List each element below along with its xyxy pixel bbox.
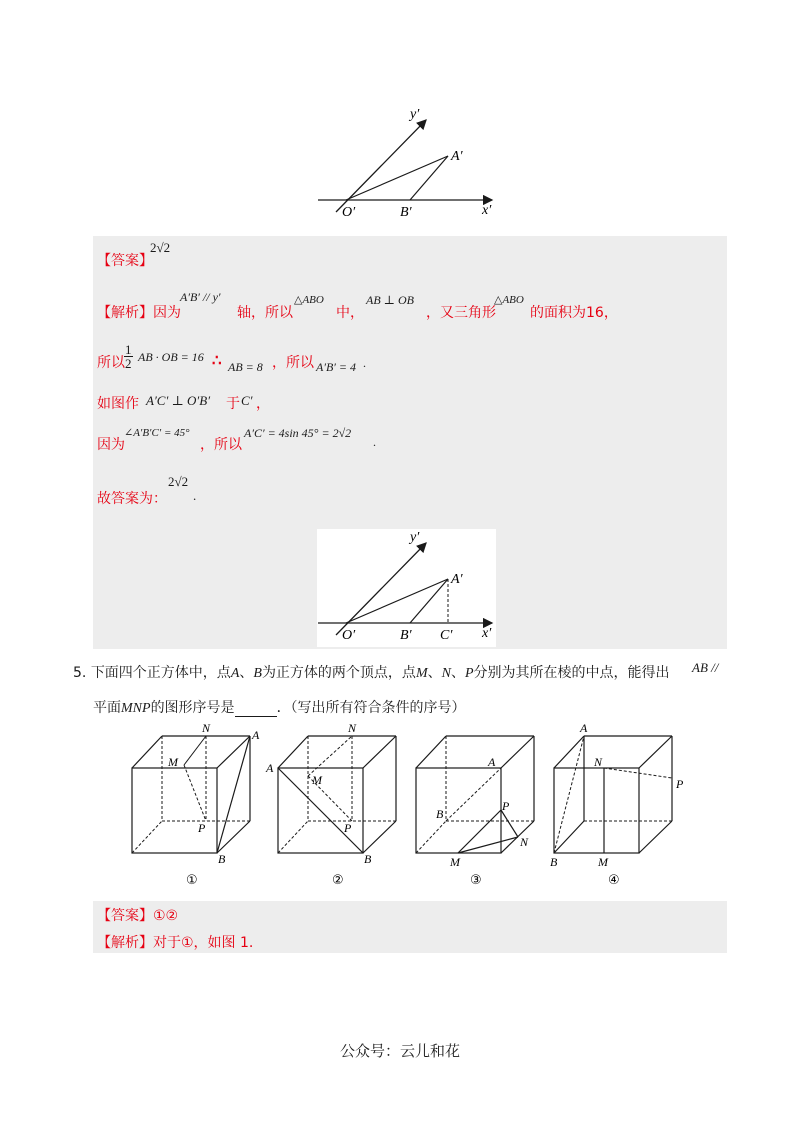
question-5-line-1: 5. 下面四个正方体中，点A、B为正方体的两个顶点，点M、N、P分别为其所在棱的中点，能得出 [73, 665, 670, 681]
svg-text:A: A [266, 761, 274, 775]
analysis-line-2: 所以 [97, 355, 125, 371]
svg-text:P: P [198, 821, 206, 835]
answer-5-line [97, 905, 178, 925]
math-area-eq: AB · OB = 16 [138, 350, 204, 364]
cube-2 [265, 721, 396, 888]
therefore-sign: ∴ [212, 351, 222, 369]
svg-text:N: N [594, 755, 603, 769]
answer-value: 2√2 [150, 240, 171, 255]
question-number: 5. [73, 665, 87, 681]
y-label: y′ [410, 530, 420, 545]
svg-text:P: P [344, 821, 352, 835]
answer-tag: 【答案】 [97, 253, 153, 269]
final-answer-value: 2√2 [168, 474, 189, 489]
math-ab-parallel-q5: AB // [692, 660, 719, 675]
segment-oa [346, 579, 448, 623]
svg-text:P: P [502, 799, 510, 813]
analysis-line-4: 因为 [97, 437, 125, 453]
cube-3 [416, 736, 534, 888]
svg-text:M: M [598, 855, 608, 869]
svg-text:B: B [364, 852, 372, 866]
svg-text:B: B [436, 807, 444, 821]
analysis-line-3: 如图作 [97, 396, 139, 412]
footer-text: 公众号：云儿和花 [339, 1042, 460, 1060]
svg-text:B: B [550, 855, 558, 869]
segment-ab [410, 579, 448, 623]
answer-5-tag: 【答案】 [97, 908, 153, 924]
analysis-5-line [97, 932, 253, 952]
b-label: B′ [400, 628, 412, 643]
a-label: A′ [451, 572, 463, 587]
cube-1 [132, 721, 260, 888]
analysis-5-text: 对于①，如图 1. [153, 935, 254, 951]
cube-1-caption: ① [186, 873, 198, 888]
question-5-line-2: 平面MNP的图形序号是 ．（写出所有符合条件的序号） [93, 700, 466, 716]
math-angle-45: ∠A′B′C′ = 45° [124, 427, 190, 439]
x-label: x′ [482, 203, 492, 218]
svg-text:N: N [520, 835, 529, 849]
svg-text:M: M [450, 855, 460, 869]
math-ab-eq-8: AB = 8 [228, 360, 263, 374]
c-label: C′ [440, 628, 453, 643]
svg-text:N: N [202, 721, 211, 735]
svg-text:N: N [348, 721, 357, 735]
svg-text:A: A [580, 721, 588, 735]
answer-blank[interactable] [235, 702, 277, 717]
math-ab-perp-ob: AB ⊥ OB [366, 293, 414, 307]
analysis-tag: 【解析】 [97, 305, 153, 321]
svg-text:A: A [488, 755, 496, 769]
math-triangle-abo: △ABO [294, 294, 324, 306]
cube-4-caption: ④ [608, 873, 620, 888]
cube-3-caption: ③ [470, 873, 482, 888]
fraction-half: $\frac{1}{2}$ [125, 342, 132, 371]
answer-line [97, 250, 153, 270]
svg-text:P: P [676, 777, 684, 791]
analysis-line-5: 故答案为： [97, 491, 167, 507]
cube-4 [550, 721, 684, 888]
analysis-5-tag: 【解析】 [97, 935, 153, 951]
figure-oblique-axes-1 [310, 100, 510, 225]
figure-oblique-axes-2 [310, 525, 510, 649]
segment-oa [346, 156, 448, 200]
o-label: O′ [342, 628, 356, 643]
svg-text:A: A [252, 728, 260, 742]
math-ab-parallel: A′B′ // y′ [180, 290, 221, 304]
svg-text:M: M [168, 755, 178, 769]
o-label: O′ [342, 205, 356, 220]
svg-text:M: M [312, 773, 322, 787]
cube-figures [120, 718, 720, 888]
b-label: B′ [400, 205, 412, 220]
analysis-line-1: 【解析】因为 [97, 305, 181, 321]
math-c-prime: C′ [241, 393, 253, 408]
math-ac-eq: A′C′ = 4sin 45° = 2√2 [244, 426, 352, 440]
answer-5-value: ①② [153, 908, 179, 924]
svg-text:B: B [218, 852, 226, 866]
math-ab-prime-eq-4: A′B′ = 4 [316, 360, 357, 374]
math-triangle-abo-2: △ABO [494, 294, 524, 306]
x-label: x′ [482, 626, 492, 641]
math-ac-perp: A′C′ ⊥ O′B′ [146, 393, 211, 408]
y-label: y′ [410, 107, 420, 122]
a-label: A′ [451, 149, 463, 164]
cube-2-caption: ② [332, 873, 344, 888]
segment-ab [410, 156, 448, 200]
